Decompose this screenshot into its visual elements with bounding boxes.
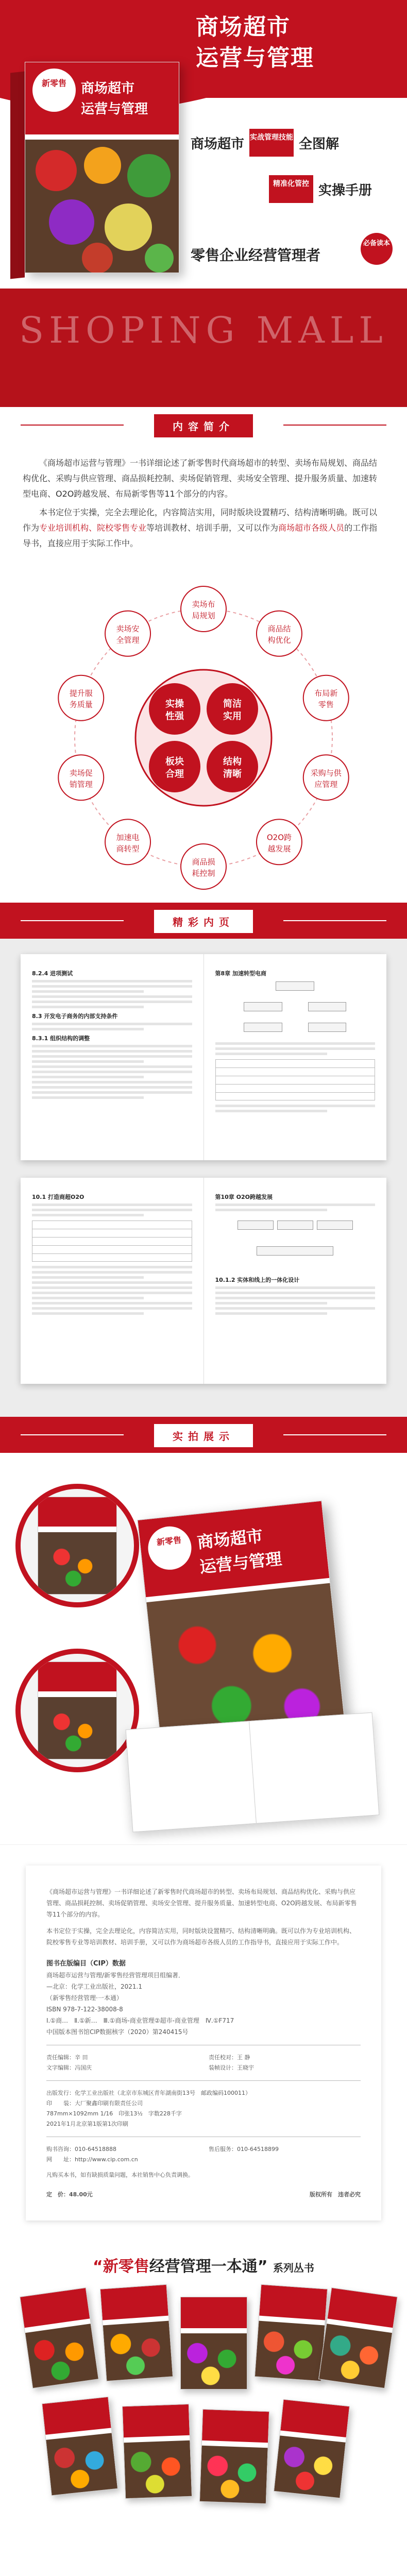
chapter-label: 全管理	[116, 635, 140, 645]
photo-book-cover: 新零售 商场超市 运营与管理	[137, 1500, 347, 1760]
copyright-page: 《商场超市运营与管理》一书详细论述了新零售时代商场超市的转型、卖场布局规划、商品结构优化、采购与供应管理、商品损耗控制、卖场促销管理、卖场安全管理、提升服务质量、加速转型电商、O2O跨越发展、布局新零售等11个部分的内容。 本书定位于实操，完全去理论化，内容简洁实用，同时版块设置精巧、结构清晰明确。既可以作为专业培训机构、院校零售专业等培训教材、培训手册，又可以作为商场超市各级人员的工作指导书，直接应用于实际工作中。 图书在版编目（CIP）数据 商场超市运营与管理/新零售经营管理项目组编著． —北京：化学工业出版社，2021.1 （新零售经营管理·一本通） ISBN 978-7-122-38008-8 Ⅰ.①商… Ⅱ.①新… Ⅲ.①商场-商业管理②超市-商业管理 Ⅳ.①F717 中国版本图书馆CIP数据核字（2020）第240415号 责任编辑：辛 田 责任校对：王 静 文字编辑：冯国庆 装帧设计：王晓宇 出版发行：化学工业出版社（北京市东城区青年湖南街13号 邮政编码100011） 印 装：大厂聚鑫印刷有限责任公司 787mm×1092mm 1/16 印张13½ 字数228千字 2021年1月北京第1版第1次印刷 购书咨询：010-64518888 售后服务：010-64518899 网 址：http://www.cip.com.cn 凡购买本书，如有缺损质量问题，本社销售中心负责调换。 定 价：48.00元 版权所有 违者必究	[0, 1844, 407, 2241]
section-header-intro	[0, 407, 407, 443]
series-book-cover	[255, 2284, 328, 2382]
sample-spread-2	[21, 1178, 386, 1384]
book-cover	[25, 62, 179, 273]
series-books	[15, 2286, 392, 2513]
sample-flowchart	[231, 981, 359, 1038]
section-title: 实拍展示	[154, 1424, 253, 1447]
chapter-label: 局规划	[192, 611, 215, 620]
chapter-label: 耗控制	[192, 869, 215, 878]
core-feature-label: 性强	[165, 711, 184, 722]
chapter-label: 构优化	[267, 635, 291, 645]
photo-circle-1	[15, 1484, 139, 1607]
chapter-label: 销管理	[69, 779, 93, 789]
series-book-cover	[274, 2399, 350, 2499]
hero-audience: 零售企业经营管理者	[191, 247, 321, 264]
hero-banner	[0, 0, 407, 407]
core-feature-label: 结构	[223, 756, 242, 767]
book-spine	[10, 72, 25, 279]
sample-table	[32, 1221, 192, 1262]
series-book-cover	[199, 2409, 269, 2504]
feature-diagram	[0, 573, 407, 903]
chapter-circle	[181, 586, 226, 632]
series-book-cover	[122, 2404, 192, 2499]
price: 定 价：48.00元	[46, 2191, 93, 2198]
section-title: 精彩内页	[154, 910, 253, 933]
hero-badge-2: 精准化管控	[269, 175, 313, 203]
core-feature-label: 实操	[165, 699, 184, 709]
series-book-cover	[100, 2284, 173, 2382]
chapter-label: O2O跨	[266, 833, 292, 842]
sample-page-right: 第10章 O2O跨越发展 10.1.2 实体和线上的一体化设计	[204, 1178, 387, 1384]
must-read-badge: 必备读本	[361, 233, 393, 265]
core-feature-label: 合理	[165, 769, 184, 779]
chapter-label: 商品结	[267, 624, 291, 634]
chapter-label: 采购与供	[310, 768, 342, 778]
intro-paragraph-2: 本书定位于实操，完全去理论化，内容简洁实用，同时版块设置精巧、结构清晰明确。既可以作为专业培训机构、院校零售专业等培训教材、培训手册，又可以作为商场超市各级人员的工作指导书，直接应用于实际工作中。	[23, 507, 378, 548]
sample-page-left: 10.1 打造商超O2O	[21, 1178, 204, 1384]
cover-title-line2: 运营与管理	[81, 101, 148, 117]
hero-watermark: SHOPING MALL	[19, 309, 388, 351]
intro-paragraph-1: 《商场超市运营与管理》一书详细论述了新零售时代商场超市的转型、卖场布局规划、商品结构优化、采购与供应管理、商品损耗控制、卖场促销管理、卖场安全管理、提升服务质量、加速转型电商、O2O跨越发展、布局新零售等11个部分的内容。	[23, 458, 378, 499]
core-feature-label: 板块	[165, 756, 184, 767]
series-book-cover	[180, 2297, 247, 2389]
chapter-label: 务质量	[69, 700, 93, 709]
chapter-label: 越发展	[267, 844, 291, 854]
series-book-cover	[20, 2287, 99, 2388]
hero-feature-row-2: 精准化管控 实操手册	[191, 175, 372, 203]
cip-title: 图书在版编目（CIP）数据	[46, 1960, 126, 1968]
hero-badge-1: 实战管理技能	[249, 129, 294, 157]
intro-text	[0, 443, 407, 573]
feature-diagram-svg	[0, 573, 407, 903]
cover-title-line1: 商场超市	[81, 81, 135, 96]
chapter-circle	[181, 844, 226, 889]
sample-page-right: 第8章 加速转型电商	[204, 954, 387, 1160]
chapter-label: 布局新	[314, 688, 338, 698]
sample-table	[215, 1059, 376, 1100]
chapter-label: 加速电	[116, 833, 140, 842]
chapter-label: 卖场安	[116, 624, 140, 634]
sample-spread-1	[21, 954, 386, 1160]
series-showcase	[0, 2241, 407, 2534]
chapter-label: 商品损	[192, 857, 215, 867]
chapter-label: 卖场促	[69, 768, 93, 778]
core-feature-label: 实用	[223, 711, 242, 722]
sample-diagram	[231, 1215, 359, 1272]
chapter-label: 卖场布	[192, 600, 215, 609]
core-feature-label: 清晰	[223, 769, 242, 779]
chapter-label: 商转型	[116, 844, 140, 854]
section-title: 内容简介	[154, 414, 253, 437]
series-book-cover	[318, 2287, 398, 2388]
cover-series-seal: 新零售	[32, 69, 76, 112]
series-title: “新零售经营管理一本通” 系列丛书	[93, 2258, 314, 2276]
sample-page-left: 8.2.4 进项测试 8.3 开发电子商务的内部支持条件 8.3.1 组织结构的调整	[21, 954, 204, 1160]
section-header-samples	[0, 903, 407, 939]
sample-pages	[0, 939, 407, 1417]
photo-open-book	[126, 1713, 380, 1833]
chapter-label: 零售	[318, 700, 334, 709]
hero-title-line2: 运营与管理	[196, 45, 314, 71]
core-feature-label: 简洁	[223, 699, 242, 709]
section-header-real	[0, 1417, 407, 1453]
cover-food-image	[25, 140, 179, 273]
real-photos	[0, 1453, 407, 1844]
hero-title-line1: 商场超市	[196, 14, 291, 40]
chapter-label: 提升服	[69, 688, 93, 698]
hero-feature-row-1: 商场超市 实战管理技能 全图解	[191, 129, 339, 157]
publication-info: 责任编辑：辛 田 责任校对：王 静 文字编辑：冯国庆 装帧设计：王晓宇	[46, 2054, 254, 2071]
photo-circle-2	[15, 1649, 139, 1772]
hero-book	[10, 62, 180, 278]
chapter-label: 应管理	[314, 779, 338, 789]
series-book-cover	[42, 2397, 118, 2496]
